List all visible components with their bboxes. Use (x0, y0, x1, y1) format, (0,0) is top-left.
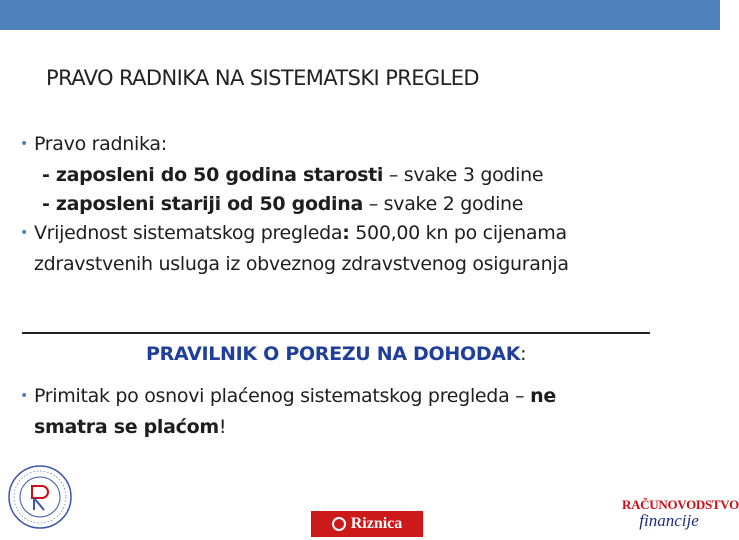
bullet-pravo-radnika: • Pravo radnika: (20, 133, 167, 155)
bullet-icon: • (20, 225, 28, 241)
slide-title: PRAVO RADNIKA NA SISTEMATSKI PREGLED (46, 66, 479, 90)
top-accent-bar (0, 0, 720, 30)
sub-item-under-50: - zaposleni do 50 godina starosti – svake 3 godine (42, 164, 544, 186)
association-seal-logo (6, 462, 74, 532)
bullet-vrijednost-continuation: zdravstvenih usluga iz obveznog zdravstvenog osiguranja (34, 253, 569, 275)
section-heading: PRAVILNIK O POREZU NA DOHODAK: (146, 343, 527, 365)
sub-item-over-50: - zaposleni stariji od 50 godina – svake 2 godine (42, 193, 524, 215)
riznica-emblem-icon (332, 517, 346, 531)
bullet-primitak: • Primitak po osnovi plaćenog sistematskog pregleda – ne smatra se plaćom! (20, 385, 556, 438)
horizontal-divider (22, 332, 650, 334)
bullet-icon: • (20, 136, 28, 152)
slide-body (20, 130, 710, 279)
racunovodstvo-financije-logo: RAČUNOVODSTVO financije (622, 497, 739, 530)
riznica-logo: Riznica (311, 511, 423, 537)
bullet-icon: • (20, 388, 28, 404)
bullet-vrijednost: • Vrijednost sistematskog pregleda: 500,00 kn po cijenama (20, 222, 567, 244)
